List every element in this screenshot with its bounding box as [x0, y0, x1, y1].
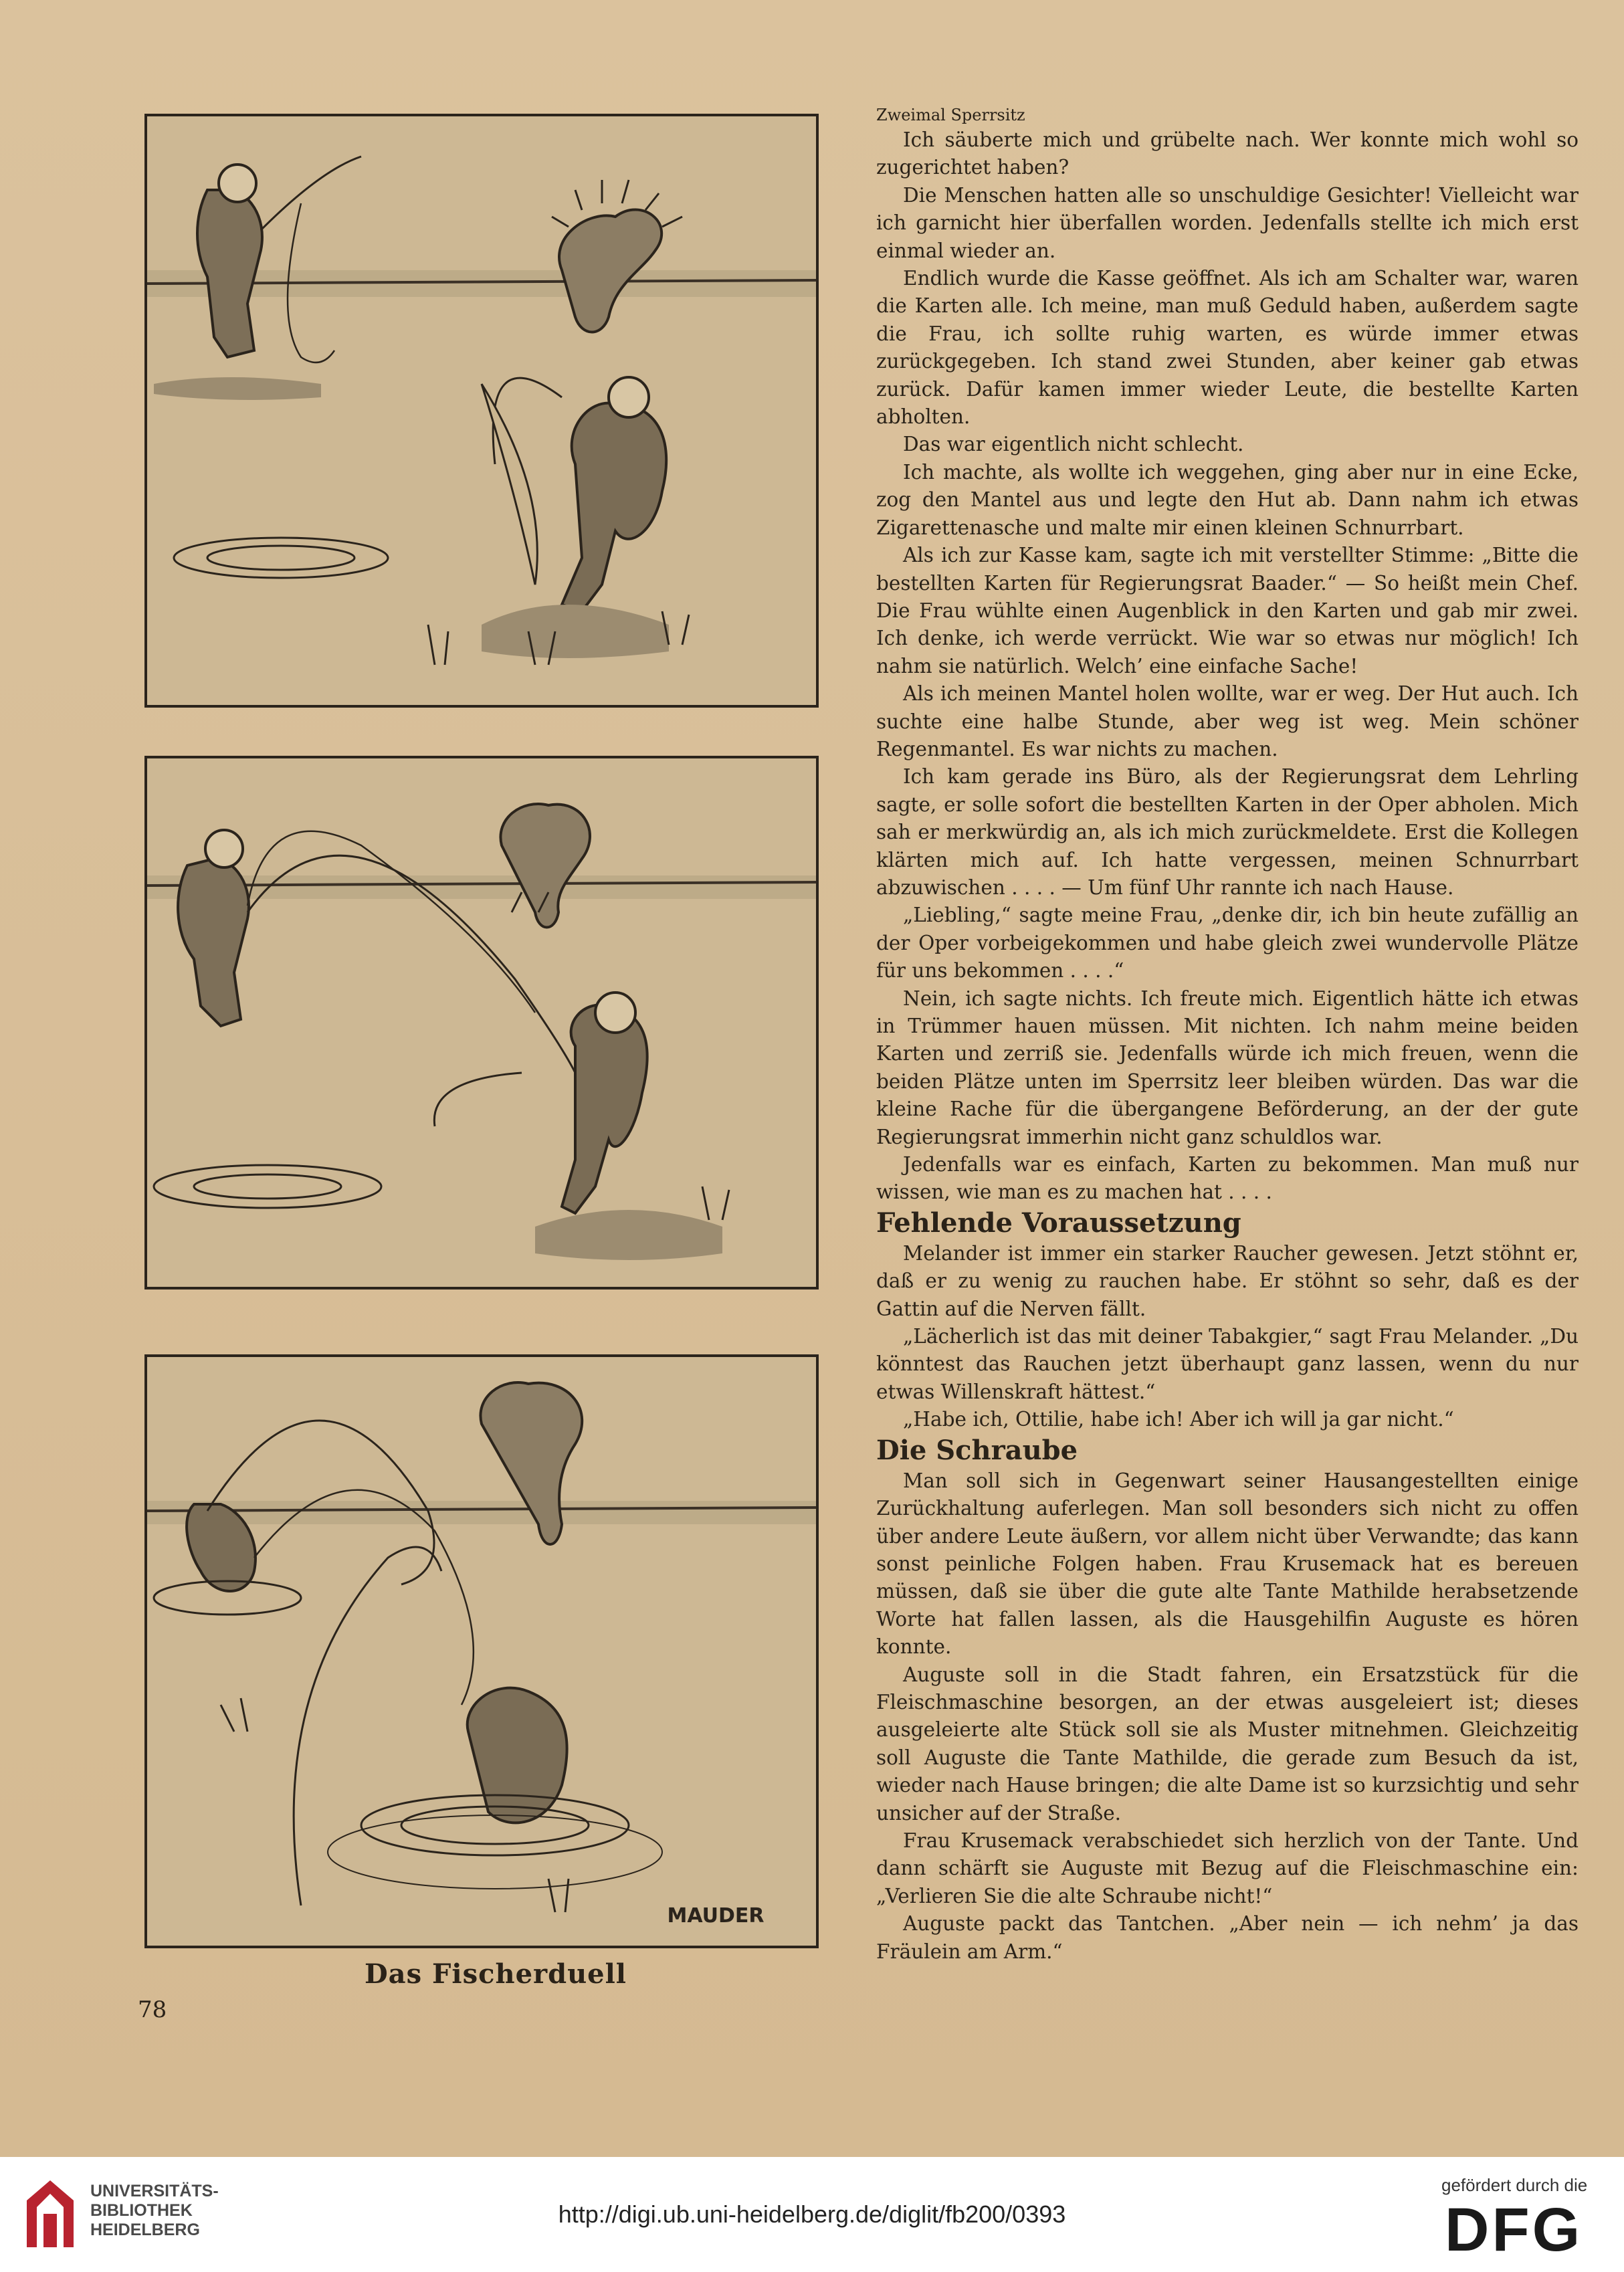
cartoon-caption: Das Fischerduell: [364, 1958, 627, 1990]
article1-paragraph: Die Menschen hatten alle so unschuldige Gesichter! Vielleicht war ich garnicht hier überfallen worden. Jedenfalls stellte ich mich erst einmal wieder an.: [876, 183, 1579, 262]
cartoon-panel-3: [144, 1354, 819, 1948]
cartoon-panel-1: [144, 114, 819, 708]
artist-signature: MAUDER: [667, 1904, 765, 1928]
article1-paragraph: Als ich zur Kasse kam, sagte ich mit verstellter Stimme: „Bitte die bestellten Karten für Regierungsrat Baader.“ — So heißt mein Chef. Die Frau wühlte einen Augenblick in den Karten und gab mir zwei. Ich denke, ich werde verrückt. Wie war so etwas nur möglich! Ich nahm sie natürlich. Welch’ eine einfache Sache!: [876, 544, 1579, 678]
page-number: 78: [138, 1996, 167, 2023]
article1-paragraph: Endlich wurde die Kasse geöffnet. Als ich am Schalter war, waren die Karten alle. Ich meine, man muß Geduld haben, außerdem sagte die Frau, ich sollte ruhig warten, es würde immer etwas zurückgegeben. Ich stand zwei Stunden, aber keiner gab etwas zurück. Dafür kamen immer wieder Leute, die bestellte Karten abholten.: [876, 267, 1579, 429]
article1-paragraph: Nein, ich sagte nichts. Ich freute mich. Eigentlich hätte ich etwas in Trümmer hauen müssen. Mit nichten. Ich nahm meine beiden Karten und zerriß sie. Jedenfalls würde ich mich freuen, wenn die beiden Plätze unten im Sperrsitz leer bleiben würden. Das war die kleine Rache für die übergangene Beförderung, an der der gute Regierungsrat immerhin nicht ganz schuldlos war.: [876, 987, 1579, 1148]
article2-title: Fehlende Voraussetzung: [876, 1207, 1241, 1239]
library-name-line: BIBLIOTHEK: [90, 2201, 193, 2220]
article1-paragraph: Das war eigentlich nicht schlecht.: [903, 433, 1244, 456]
dfg-logo: DFG: [1445, 2196, 1583, 2264]
article1-paragraph: Ich machte, als wollte ich weggehen, ging aber nur in eine Ecke, zog den Mantel aus und legte den Hut ab. Dann nahm ich etwas Zigarettenasche und malte mir einen kleinen Schnurrbart.: [876, 460, 1579, 539]
library-name-line: HEIDELBERG: [90, 2221, 200, 2239]
article1-paragraph: Als ich meinen Mantel holen wollte, war er weg. Der Hut auch. Ich suchte eine halbe Stunde, aber weg ist weg. Mein schöner Regenmantel. Es war nichts zu machen.: [876, 682, 1579, 760]
article1-kicker: Zweimal Sperrsitz: [876, 106, 1025, 124]
cartoon-panel-3-drawing: [147, 1357, 816, 1946]
article3-paragraph: Frau Krusemack verabschiedet sich herzlich von der Tante. Und dann schärft sie Auguste mit Bezug auf die Fleischmaschine ein: „Verlieren Sie die alte Schraube nicht!“: [876, 1829, 1579, 1907]
article2-paragraph: „Habe ich, Ottilie, habe ich! Aber ich will ja gar nicht.“: [903, 1408, 1454, 1431]
article1-paragraph: Ich säuberte mich und grübelte nach. Wer konnte mich wohl so zugerichtet haben?: [876, 128, 1579, 179]
article1-paragraph: Ich kam gerade ins Büro, als der Regierungsrat dem Lehrling sagte, er solle sofort die bestellten Karten in der Oper abholen. Mich sah er merkwürdig an, als ich mich zurückmeldete. Erst die Kollegen klärten mich auf. Ich hatte vergessen, meinen Schnurrbart abzuwischen . . . . — Um fünf Uhr rannte ich nach Hause.: [876, 765, 1579, 899]
cartoon-panel-2-drawing: [147, 758, 816, 1287]
article3-title: Die Schraube: [876, 1434, 1078, 1466]
article2-paragraph: Melander ist immer ein starker Raucher gewesen. Jetzt stöhnt er, daß er zu wenig zu rauchen habe. Er stöhnt so sehr, daß es der Gattin auf die Nerven fällt.: [876, 1241, 1579, 1320]
cartoon-panel-2: [144, 756, 819, 1289]
funding-note: gefördert durch die: [1441, 2175, 1588, 2195]
text-column: [876, 104, 1579, 1966]
article3-paragraph: Man soll sich in Gegenwart seiner Hausangestellten einige Zurückhaltung auferlegen. Man soll besonders sich nicht zu offen über andere Leute äußern, vor allem nicht über Verwandte; das kann sonst peinliche Folgen haben. Frau Krusemack hat es bereuen müssen, daß sie über die gute alte Tante Mathilde herabsetzende Worte hat fallen lassen, als die Hausgehilfin Auguste es hören konnte.: [876, 1469, 1579, 1659]
article1-paragraph: „Liebling,“ sagte meine Frau, „denke dir, ich bin heute zufällig an der Oper vorbeigekommen und habe gleich zwei wundervolle Plätze für uns bekommen . . . .“: [876, 904, 1579, 983]
permalink-url[interactable]: http://digi.ub.uni-heidelberg.de/diglit/fb200/0393: [558, 2200, 1066, 2228]
article3-paragraph: Auguste packt das Tantchen. „Aber nein — ich nehm’ ja das Fräulein am Arm.“: [876, 1912, 1579, 1963]
article1-paragraph: Jedenfalls war es einfach, Karten zu bekommen. Man muß nur wissen, wie man es zu machen hat . . . .: [876, 1153, 1579, 1204]
cartoon-panel-1-drawing: [147, 116, 816, 705]
library-name-line: UNIVERSITÄTS-: [90, 2182, 219, 2200]
article2-paragraph: „Lächerlich ist das mit deiner Tabakgier,“ sagt Frau Melander. „Du könntest das Rauchen jetzt überhaupt ganz lassen, wenn du nur etwas Willenskraft hättest.“: [876, 1325, 1579, 1403]
article3-paragraph: Auguste soll in die Stadt fahren, ein Ersatzstück für die Fleischmaschine besorgen, an der etwas ausgeleiert ist; dieses ausgeleierte alte Stück soll sie als Muster mitnehmen. Gleichzeitig soll Auguste die Tante Mathilde, die gerade zum Besuch da ist, wieder nach Hause bringen; die alte Dame ist so kurzsichtig und sehr unsicher auf der Straße.: [876, 1663, 1579, 1825]
